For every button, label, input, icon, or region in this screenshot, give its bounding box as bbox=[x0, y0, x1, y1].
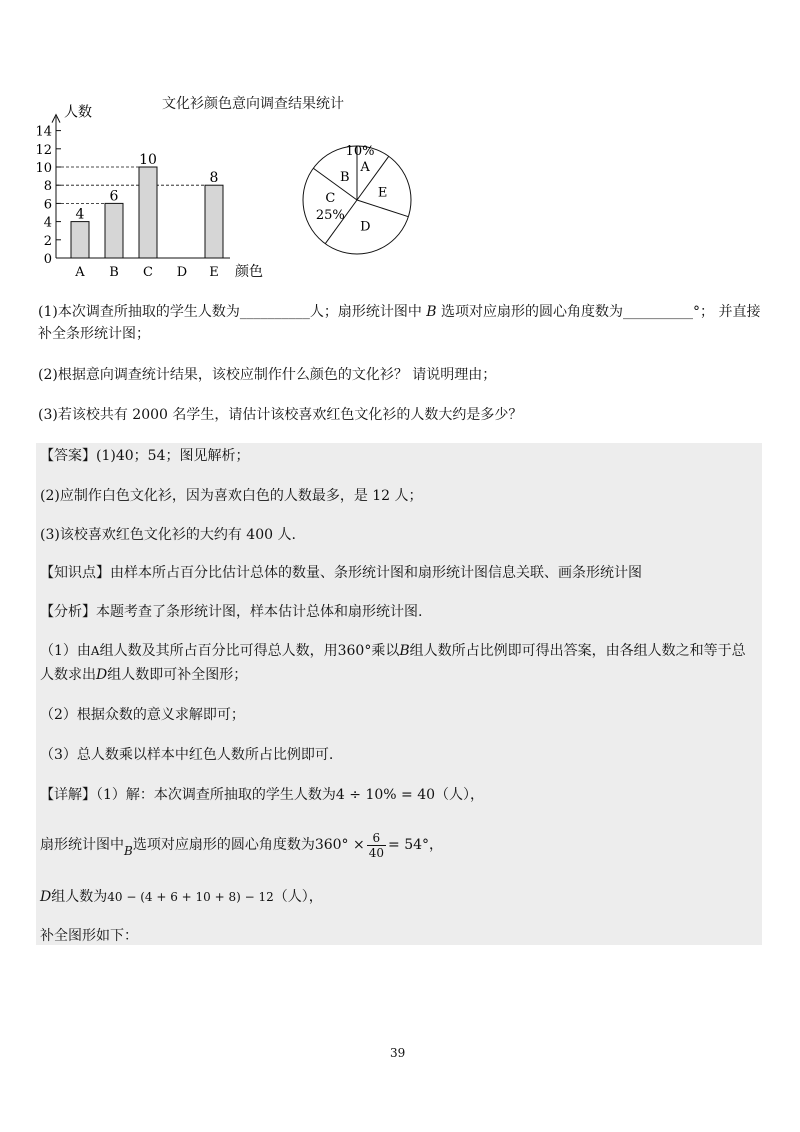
bar-B bbox=[105, 203, 123, 258]
detail-3 bbox=[40, 887, 323, 907]
answer-1 bbox=[40, 446, 249, 466]
analysis-1 bbox=[40, 641, 746, 661]
y-tick-label: 0 bbox=[43, 252, 52, 267]
detail-1 bbox=[40, 785, 484, 805]
detail-4: 补全图形如下： bbox=[40, 928, 138, 944]
detail-2 bbox=[40, 828, 443, 862]
x-tick-label: C bbox=[143, 265, 153, 280]
detail-1-b: 4 ÷ 10% = 40 bbox=[335, 787, 436, 803]
question-1-text-a: (1)本次调查所抽取的学生人数为__________人；扇形统计图中 bbox=[38, 304, 422, 320]
bar-A bbox=[71, 222, 89, 258]
analysis-1-g: 组人数所占比例即可得出答案，由各组人数之和等于总 bbox=[409, 643, 746, 659]
answer-1-b: 54 bbox=[147, 448, 166, 464]
detail-3-d: （人）， bbox=[273, 889, 323, 905]
pie-slice-label: C bbox=[325, 191, 336, 207]
detail-1-a: 【详解】（1）解：本次调查所抽取的学生人数为 bbox=[40, 787, 336, 803]
answer-panel bbox=[36, 443, 762, 945]
detail-1-c: （人）， bbox=[435, 787, 485, 803]
analysis-1-d: 360° bbox=[337, 643, 372, 659]
bar-value-label: 6 bbox=[109, 188, 119, 205]
detail-2-f: ， bbox=[429, 837, 444, 853]
detail-2-fraction bbox=[367, 831, 386, 860]
detail-2-d: 360° × bbox=[314, 837, 365, 853]
answer-1-c: ；图见解析； bbox=[165, 448, 250, 464]
analysis-heading: 【分析】本题考查了条形统计图，样本估计总体和扇形统计图. bbox=[40, 604, 423, 620]
analysis-1-cont bbox=[40, 665, 247, 685]
detail-3-a: D bbox=[40, 889, 52, 905]
x-tick-label: A bbox=[75, 265, 85, 280]
question-1-cont: 补全条形统计图； bbox=[38, 326, 150, 342]
analysis-1-b: A bbox=[90, 644, 100, 658]
analysis-1-e: 乘以 bbox=[371, 643, 400, 659]
pie-percent-label: 10% bbox=[345, 144, 375, 160]
question-1-text-c: 选项对应扇形的圆心角度数为__________°； 并直接 bbox=[441, 304, 761, 320]
detail-2-b: B bbox=[124, 844, 133, 858]
question-3: (3)若该校共有 2000 名学生，请估计该校喜欢红色文化衫的人数大约是多少？ bbox=[38, 407, 523, 423]
bar-value-label: 10 bbox=[139, 152, 157, 168]
analysis-1-h: 人数求出 bbox=[40, 667, 96, 683]
y-tick-label: 12 bbox=[35, 142, 52, 158]
x-axis-label: 颜色 bbox=[235, 264, 263, 280]
pie-chart bbox=[295, 138, 420, 263]
pie-percent-label: 25% bbox=[315, 208, 345, 224]
detail-2-a: 扇形统计图中 bbox=[40, 837, 124, 853]
y-tick-label: 4 bbox=[43, 215, 52, 231]
pie-slice-label: E bbox=[377, 185, 388, 201]
detail-2-numerator: 6 bbox=[367, 831, 386, 846]
bar-chart bbox=[30, 95, 280, 285]
x-tick-label: B bbox=[109, 265, 119, 280]
bar-E bbox=[205, 185, 223, 258]
analysis-1-c: 组人数及其所占百分比可得总人数，用 bbox=[99, 643, 338, 659]
detail-2-e: = 54° bbox=[388, 837, 430, 853]
analysis-3: （3）总人数乘以样本中红色人数所占比例即可. bbox=[40, 747, 334, 763]
x-tick-label: D bbox=[176, 265, 188, 280]
detail-2-denominator: 40 bbox=[368, 845, 385, 860]
pie-slice-label: A bbox=[360, 160, 370, 176]
question-2: (2)根据意向调查统计结果，该校应制作什么颜色的文化衫？ 请说明理由； bbox=[38, 367, 497, 383]
analysis-1-f: B bbox=[399, 643, 410, 659]
page-number: 39 bbox=[390, 1046, 406, 1060]
detail-3-c: 40 − (4 + 6 + 10 + 8) − 12 bbox=[107, 890, 274, 904]
answer-3: (3)该校喜欢红色文化衫的大约有 400 人. bbox=[40, 527, 296, 543]
knowledge-points: 【知识点】由样本所占百分比估计总体的数量、条形统计图和扇形统计图信息关联、画条形统计图 bbox=[40, 565, 642, 581]
y-tick-label: 14 bbox=[35, 124, 52, 140]
x-tick-label: E bbox=[209, 265, 219, 280]
pie-slice-label: B bbox=[339, 169, 350, 185]
pie-slice-label: D bbox=[360, 219, 371, 235]
y-tick-label: 8 bbox=[43, 179, 52, 195]
detail-3-b: 组人数为 bbox=[51, 889, 108, 905]
bar-value-label: 8 bbox=[209, 170, 219, 187]
bar-C bbox=[139, 167, 157, 258]
detail-2-c: 选项对应扇形的圆心角度数为 bbox=[132, 837, 315, 853]
y-tick-label: 6 bbox=[43, 197, 52, 213]
question-1-var-b: B bbox=[426, 304, 437, 320]
y-tick-label: 2 bbox=[43, 233, 52, 249]
analysis-1-j: 组人数即可补全图形； bbox=[107, 667, 248, 683]
bar-value-label: 4 bbox=[75, 206, 85, 223]
analysis-2: （2）根据众数的意义求解即可； bbox=[40, 707, 245, 723]
y-axis-label: 人数 bbox=[64, 104, 92, 121]
analysis-1-i: D bbox=[96, 667, 108, 683]
answer-1-a: 【答案】(1)40； bbox=[40, 448, 148, 464]
y-tick-label: 10 bbox=[35, 161, 52, 176]
answer-2: (2)应制作白色文化衫，因为喜欢白色的人数最多，是 12 人； bbox=[40, 488, 423, 504]
question-1 bbox=[38, 302, 761, 322]
analysis-1-a: （1）由 bbox=[40, 643, 91, 659]
figure-title: 文化衫颜色意向调查结果统计 bbox=[162, 96, 344, 112]
